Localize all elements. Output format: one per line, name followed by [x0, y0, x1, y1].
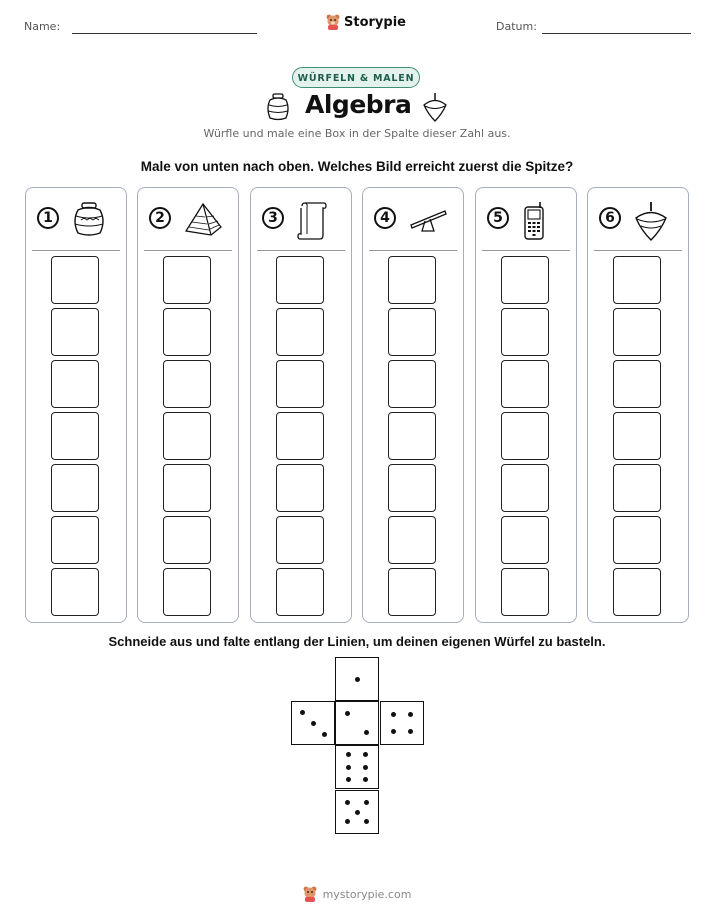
die-pip [322, 732, 327, 737]
die-pip [408, 712, 413, 717]
die-pip [364, 819, 369, 824]
color-box[interactable] [51, 412, 99, 460]
die-pip [408, 729, 413, 734]
color-box[interactable] [613, 568, 661, 616]
jar-icon [71, 201, 107, 237]
column-2 [137, 187, 239, 623]
color-box[interactable] [163, 568, 211, 616]
die-pip [346, 765, 351, 770]
color-box[interactable] [501, 360, 549, 408]
column-number: 1 [37, 207, 59, 229]
die-pip [363, 752, 368, 757]
color-box[interactable] [163, 360, 211, 408]
spinning-top-icon [422, 92, 448, 122]
color-box[interactable] [276, 412, 324, 460]
color-box[interactable] [501, 568, 549, 616]
column-divider [32, 250, 120, 251]
die-pip [345, 711, 350, 716]
color-box[interactable] [501, 412, 549, 460]
column-4 [362, 187, 464, 623]
color-box[interactable] [388, 516, 436, 564]
column-number: 5 [487, 207, 509, 229]
color-box[interactable] [501, 308, 549, 356]
color-box[interactable] [163, 516, 211, 564]
color-box[interactable] [388, 256, 436, 304]
instruction: Male von unten nach oben. Welches Bild erreicht zuerst die Spitze? [140, 159, 574, 174]
column-header [251, 188, 351, 250]
die-pip [346, 777, 351, 782]
color-box[interactable] [51, 568, 99, 616]
die-pip [391, 729, 396, 734]
color-box[interactable] [388, 308, 436, 356]
name-line[interactable] [72, 33, 257, 34]
color-box[interactable] [388, 568, 436, 616]
color-box[interactable] [163, 256, 211, 304]
date-label: Datum: [496, 20, 537, 33]
die-face-5 [335, 790, 379, 834]
footer [0, 886, 714, 902]
die-pip [363, 765, 368, 770]
pyramid-icon [183, 201, 219, 237]
die-pip [345, 819, 350, 824]
column-5 [475, 187, 577, 623]
die-face-3 [291, 701, 335, 745]
column-1 [25, 187, 127, 623]
die-face-6 [335, 745, 379, 789]
die-pip [391, 712, 396, 717]
scroll-icon [296, 201, 332, 237]
column-header [138, 188, 238, 250]
spinning-top-icon [633, 201, 669, 237]
column-6 [587, 187, 689, 623]
color-box[interactable] [613, 308, 661, 356]
color-box[interactable] [276, 308, 324, 356]
cut-instruction: Schneide aus und falte entlang der Linien, um deinen eigenen Würfel zu basteln. [108, 634, 606, 649]
die-pip [311, 721, 316, 726]
color-box[interactable] [613, 256, 661, 304]
color-box[interactable] [276, 516, 324, 564]
color-box[interactable] [388, 412, 436, 460]
die-pip [346, 752, 351, 757]
die-pip [355, 810, 360, 815]
color-box[interactable] [163, 412, 211, 460]
die-pip [363, 777, 368, 782]
color-box[interactable] [276, 360, 324, 408]
die-pip [345, 800, 350, 805]
column-header [363, 188, 463, 250]
name-label: Name: [24, 20, 61, 33]
color-box[interactable] [501, 516, 549, 564]
die-pip [355, 677, 360, 682]
subtitle: Würfle und male eine Box in der Spalte dieser Zahl aus. [203, 127, 511, 140]
column-3 [250, 187, 352, 623]
color-box[interactable] [163, 464, 211, 512]
page-title: Algebra [305, 90, 412, 119]
column-header [588, 188, 688, 250]
column-number: 4 [374, 207, 396, 229]
die-face-2 [335, 701, 379, 745]
color-box[interactable] [388, 360, 436, 408]
color-box[interactable] [163, 308, 211, 356]
die-face-1 [335, 657, 379, 701]
phone-icon [521, 201, 557, 237]
column-divider [257, 250, 345, 251]
die-pip [300, 710, 305, 715]
color-box[interactable] [613, 516, 661, 564]
color-box[interactable] [613, 464, 661, 512]
brand-logo [326, 14, 406, 30]
bear-icon [303, 886, 317, 902]
color-box[interactable] [51, 256, 99, 304]
column-header [26, 188, 126, 250]
column-number: 2 [149, 207, 171, 229]
color-box[interactable] [501, 464, 549, 512]
color-box[interactable] [388, 464, 436, 512]
column-header [476, 188, 576, 250]
color-box[interactable] [51, 464, 99, 512]
seesaw-icon [408, 201, 444, 237]
color-box[interactable] [276, 568, 324, 616]
color-box[interactable] [51, 360, 99, 408]
color-box[interactable] [51, 308, 99, 356]
bear-icon [326, 14, 340, 30]
column-number: 3 [262, 207, 284, 229]
category-badge: WÜRFELN & MALEN [292, 67, 420, 88]
jar-icon [265, 93, 291, 121]
color-box[interactable] [501, 256, 549, 304]
color-box[interactable] [613, 360, 661, 408]
die-pip [364, 800, 369, 805]
color-box[interactable] [276, 256, 324, 304]
column-divider [369, 250, 457, 251]
color-box[interactable] [613, 412, 661, 460]
footer-url: mystorypie.com [322, 887, 412, 901]
column-number: 6 [599, 207, 621, 229]
column-divider [594, 250, 682, 251]
brand-name: Storypie [344, 14, 406, 30]
color-box[interactable] [276, 464, 324, 512]
die-face-4 [380, 701, 424, 745]
date-line[interactable] [542, 33, 691, 34]
color-box[interactable] [51, 516, 99, 564]
die-pip [364, 730, 369, 735]
column-divider [482, 250, 570, 251]
column-divider [144, 250, 232, 251]
